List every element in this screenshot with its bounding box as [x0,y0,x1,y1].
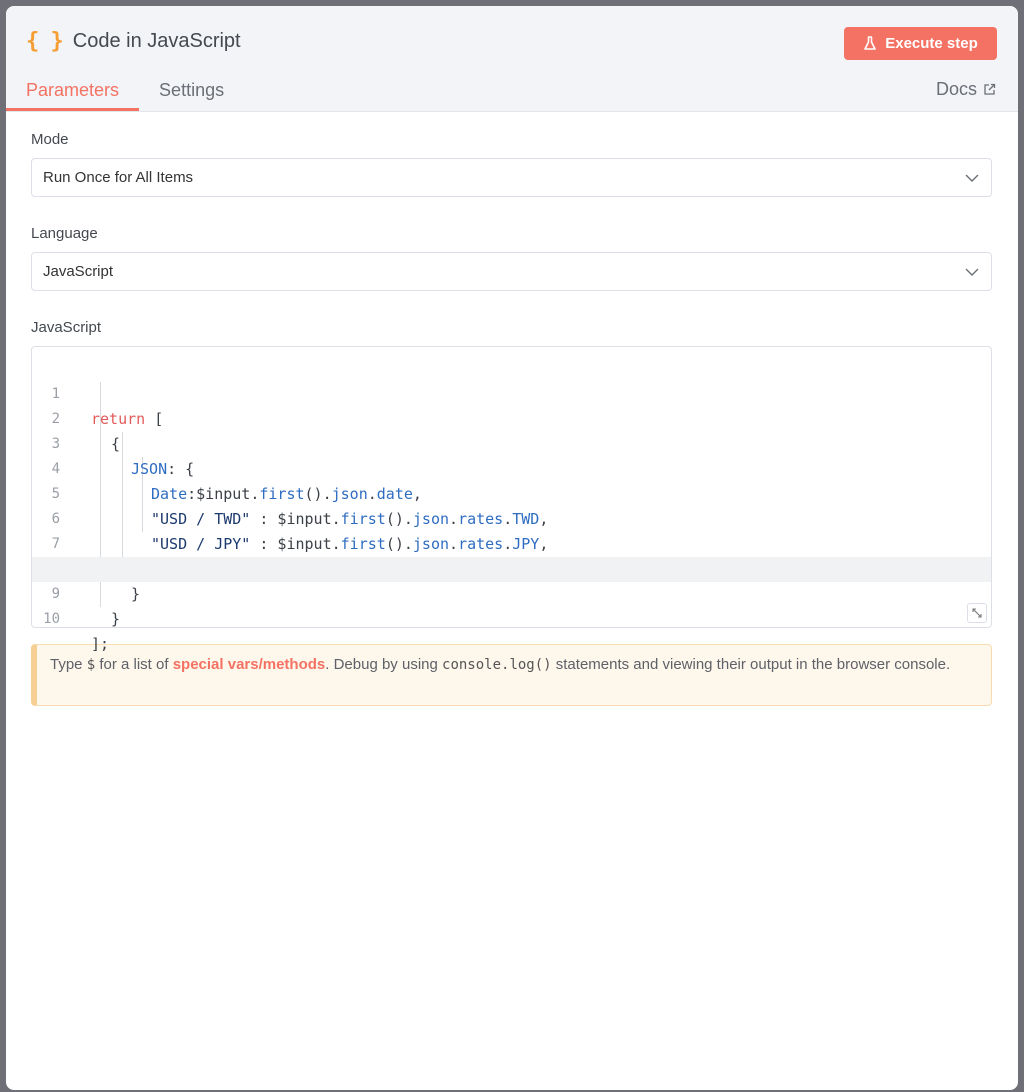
mode-select[interactable] [31,158,992,197]
docs-label: Docs [935,79,977,99]
flask-icon [863,36,877,51]
notice-mid: for a list of [99,656,169,673]
line-number: 7 [51,536,60,552]
code-text: } [111,610,121,628]
docs-link[interactable] [936,79,996,100]
hint-notice [31,644,992,706]
language-select[interactable] [31,252,992,291]
notice-code: console.log() [442,657,552,673]
title-row [26,26,241,56]
line-number: 1 [51,386,60,402]
language-label: Language [31,225,98,242]
code-editor[interactable] [31,346,992,653]
mode-label: Mode [31,131,69,148]
curly-braces-icon: { } [26,28,63,54]
code-label: JavaScript [31,319,102,336]
parameters-content [31,131,992,706]
notice-prefix: Type [50,656,83,673]
code-text: return [ [91,410,164,428]
special-vars-link[interactable]: special vars/methods [172,656,326,673]
code-text: "USD / TWD" : $input.first().json.rates.TWD, [151,510,549,528]
line-number: 4 [51,461,60,477]
notice-dollar: $ [86,657,96,673]
language-value: JavaScript [43,263,114,280]
code-line [32,357,991,428]
page-title: Code in JavaScript [72,29,241,52]
resize-handle[interactable] [967,603,987,623]
panel-header [6,6,1018,112]
execute-step-label: Execute step [885,35,978,52]
line-number: 9 [51,586,60,602]
tab-bar [6,72,244,111]
line-number: 3 [51,436,60,452]
line-number: 6 [51,511,60,527]
external-link-icon [983,83,996,96]
node-panel [6,6,1018,1090]
code-text: "USD / JPY" : $input.first().json.rates.JPY, [151,535,549,553]
code-line [32,432,991,503]
code-line [32,407,991,478]
code-text: ]; [91,635,110,653]
execute-step-button[interactable] [844,27,997,60]
code-line [32,532,991,603]
chevron-down-icon [965,174,979,182]
line-number: 5 [51,486,60,502]
line-number: 2 [51,411,60,427]
code-text: } [131,585,141,603]
notice-after-link: . Debug by using [325,656,438,673]
code-line [32,582,991,653]
chevron-down-icon [965,268,979,276]
tab-parameters[interactable]: Parameters [6,72,139,111]
notice-suffix: statements and viewing their output in the browser console. [555,656,951,673]
code-text: JSON: { [131,460,195,478]
code-text: Date:$input.first().json.date, [151,485,422,503]
line-number: 10 [43,611,60,627]
code-text: { [111,435,121,453]
resize-icon [972,608,982,618]
mode-value: Run Once for All Items [43,169,194,186]
tab-settings[interactable]: Settings [159,80,225,100]
